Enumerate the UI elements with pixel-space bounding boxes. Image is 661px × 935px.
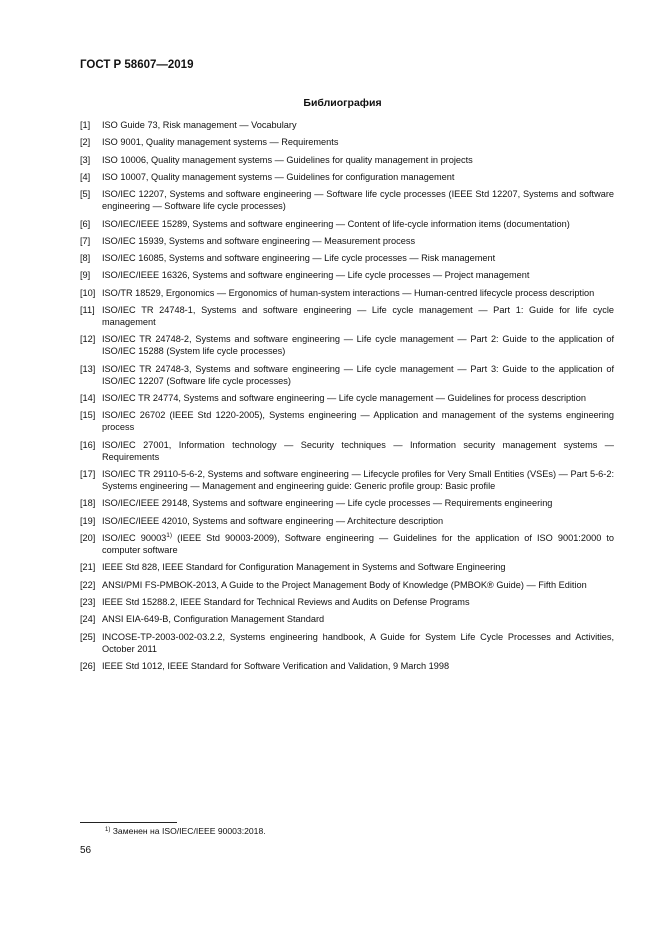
reference-item: [80, 468, 614, 492]
reference-text: ISO/IEC/IEEE 16326, Systems and software engineering — Life cycle processes — Project management: [102, 270, 530, 281]
reference-text-start: ISO/IEC 90003: [102, 533, 167, 543]
reference-item: [80, 252, 614, 264]
reference-number: [22]: [80, 579, 96, 590]
reference-item: [80, 363, 614, 387]
document-header: ГОСТ Р 58607—2019: [80, 59, 194, 71]
reference-text: ISO/IEC TR 24748-1, Systems and software engineering — Life cycle management — Part 1: Guide for life cycle management: [102, 304, 614, 327]
reference-text: IEEE Std 1012, IEEE Standard for Software Verification and Validation, 9 March 1998: [102, 660, 450, 671]
reference-item: [80, 579, 614, 591]
reference-item: [80, 136, 614, 148]
page-number: 56: [80, 845, 92, 856]
reference-text: INCOSE-TP-2003-002-03.2.2, Systems engineering handbook, A Guide for System Life Cycle Processes and Activities, October 2011: [102, 631, 614, 654]
section-title: Библиография: [303, 97, 382, 109]
reference-text: ISO/IEC 27001, Information technology — Security techniques — Information security management systems — Requirements: [102, 439, 614, 462]
reference-number: [18]: [80, 498, 96, 509]
reference-number: [21]: [80, 562, 96, 573]
reference-item: [80, 561, 614, 573]
reference-item: [80, 439, 614, 463]
reference-text: ISO/TR 18529, Ergonomics — Ergonomics of human-system interactions — Human-centred lifecycle process description: [102, 287, 595, 298]
reference-number: [16]: [80, 439, 96, 450]
reference-item: [80, 171, 614, 183]
reference-number: [24]: [80, 614, 96, 625]
reference-number: [1]: [80, 120, 91, 130]
bibliography-title-block: [0, 93, 661, 111]
reference-number: [10]: [80, 287, 96, 298]
reference-text: ISO/IEC TR 24774, Systems and software engineering — Life cycle management — Guidelines for process description: [102, 393, 586, 404]
reference-item: [80, 392, 614, 404]
footnote-mark: 1): [105, 827, 111, 833]
footnote-text: Заменен на ISO/IEC/IEEE 90003:2018.: [110, 826, 266, 836]
reference-text: [102, 532, 614, 556]
reference-number: [12]: [80, 334, 96, 345]
reference-number: [7]: [80, 235, 91, 246]
reference-number: [2]: [80, 137, 91, 148]
reference-text: ISO/IEC 15939, Systems and software engineering — Measurement process: [102, 235, 416, 246]
reference-text: ISO/IEC 26702 (IEEE Std 1220-2005), Systems engineering — Application and management of the systems engineering process: [102, 410, 614, 433]
reference-item: [80, 119, 614, 131]
footnote-separator: [80, 822, 177, 823]
reference-text: ISO/IEC TR 29110-5-6-2, Systems and software engineering — Lifecycle profiles for Very Small Entities (VSEs) — Part 5-6-2: Systems engineering — Management and engineering guide: Generic profile group: Basic profile: [102, 469, 614, 492]
reference-item: [80, 409, 614, 433]
footnote-reference-mark: 1): [166, 532, 173, 539]
reference-text: IEEE Std 828, IEEE Standard for Configuration Management in Systems and Software Engineering: [102, 562, 506, 573]
reference-item: [80, 269, 614, 281]
reference-text: ISO/IEC/IEEE 29148, Systems and software engineering — Life cycle processes — Requirements engineering: [102, 498, 553, 509]
reference-number: [15]: [80, 410, 96, 421]
reference-number: [13]: [80, 363, 96, 374]
reference-item: [80, 497, 614, 509]
reference-number: [14]: [80, 393, 96, 404]
reference-list: [80, 119, 614, 677]
reference-number: [25]: [80, 631, 96, 642]
reference-item: [80, 235, 614, 247]
reference-item: [80, 188, 614, 212]
reference-item: [80, 304, 614, 328]
reference-text: ISO/IEC 12207, Systems and software engineering — Software life cycle processes (IEEE Std 12207, Systems and software engineering — Software life cycle processes): [102, 189, 614, 212]
reference-item: [80, 596, 614, 608]
reference-number: [23]: [80, 596, 96, 607]
reference-text: ANSI/PMI FS-PMBOK-2013, A Guide to the Project Management Body of Knowledge (PMBOK® Guide) — Fifth Edition: [102, 579, 587, 590]
reference-number: [5]: [80, 189, 91, 200]
reference-text: ISO 10007, Quality management systems — Guidelines for configuration management: [102, 171, 455, 182]
reference-item: [80, 515, 614, 527]
reference-text: ISO/IEC/IEEE 15289, Systems and software engineering — Content of life-cycle information items (documentation): [102, 218, 570, 229]
reference-text: IEEE Std 15288.2, IEEE Standard for Technical Reviews and Audits on Defense Programs: [102, 596, 470, 607]
reference-text: ISO Guide 73, Risk management — Vocabulary: [102, 120, 297, 130]
reference-item: [80, 218, 614, 230]
reference-text-end: (IEEE Std 90003-2009), Software engineering — Guidelines for the application of ISO 9001:2000 to computer software: [102, 533, 615, 556]
reference-text: ISO/IEC TR 24748-3, Systems and software engineering — Life cycle management — Part 3: Guide to the application of ISO/IEC 12207 (Software life cycle processes): [102, 363, 614, 386]
reference-text: ANSI EIA-649-B, Configuration Management Standard: [102, 614, 325, 625]
reference-text: ISO/IEC/IEEE 42010, Systems and software engineering — Architecture description: [102, 515, 444, 526]
reference-text: ISO 10006, Quality management systems — Guidelines for quality management in projects: [102, 154, 473, 165]
reference-number: [3]: [80, 154, 91, 165]
reference-item: [80, 660, 614, 672]
reference-number: [26]: [80, 660, 96, 671]
reference-number: [17]: [80, 469, 96, 480]
reference-number: [11]: [80, 304, 95, 315]
reference-item: [80, 532, 614, 556]
reference-item: [80, 154, 614, 166]
reference-number: [19]: [80, 515, 96, 526]
reference-number: [4]: [80, 171, 91, 182]
reference-text: ISO/IEC 16085, Systems and software engineering — Life cycle processes — Risk management: [102, 253, 496, 264]
reference-number: [8]: [80, 253, 91, 264]
reference-text: ISO 9001, Quality management systems — Requirements: [102, 137, 339, 148]
reference-item: [80, 613, 614, 625]
reference-number: [9]: [80, 270, 91, 281]
reference-item: [80, 287, 614, 299]
reference-item: [80, 631, 614, 655]
reference-text: ISO/IEC TR 24748-2, Systems and software engineering — Life cycle management — Part 2: Guide to the application of ISO/IEC 15288 (System life cycle processes): [102, 334, 614, 357]
footnote: [105, 826, 266, 836]
reference-number: [20]: [80, 533, 96, 543]
reference-number: [6]: [80, 218, 91, 229]
reference-item: [80, 333, 614, 357]
